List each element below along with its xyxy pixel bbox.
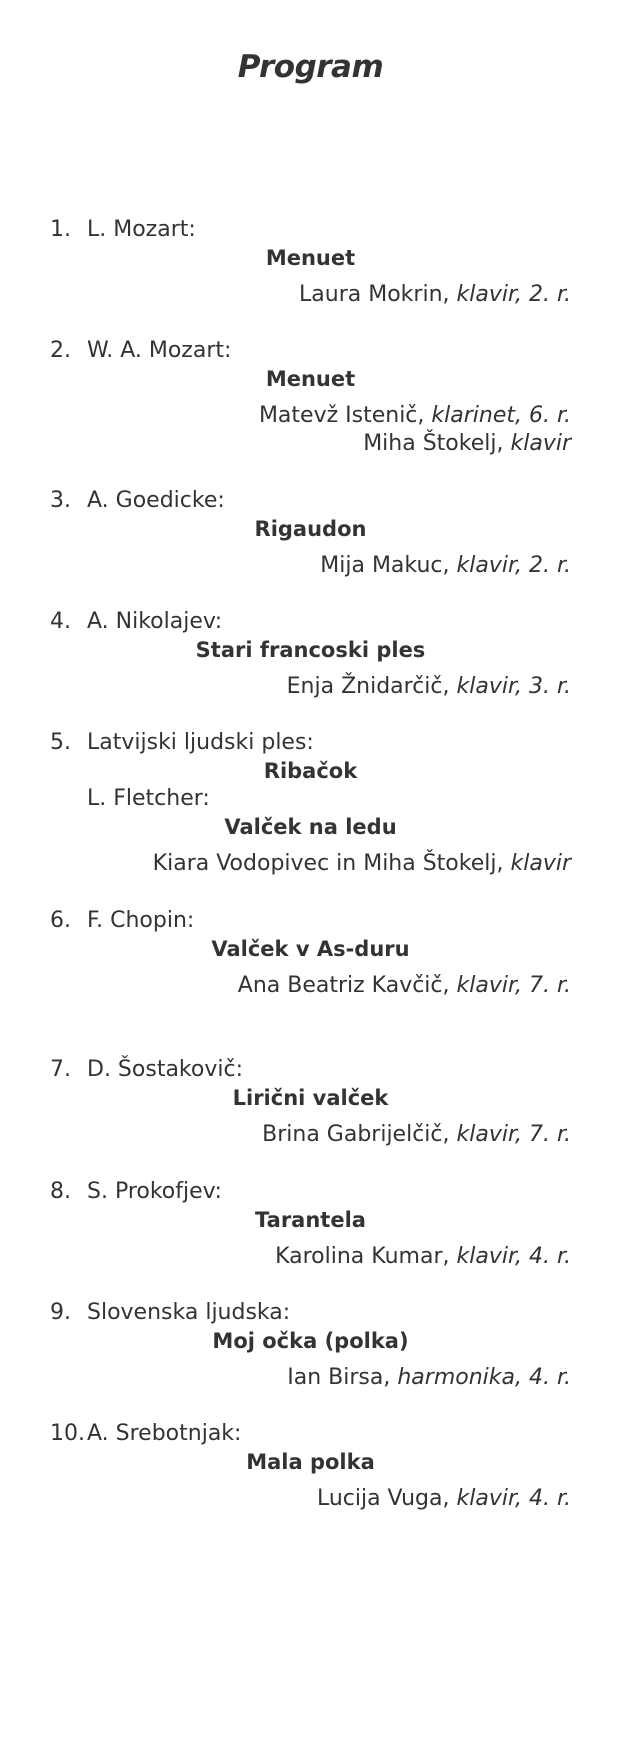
page-title: Program xyxy=(237,49,384,85)
work-title: Mala polka xyxy=(246,1450,375,1474)
item-number: 8. xyxy=(50,1179,71,1204)
performer-name: Enja Žnidarčič, xyxy=(286,674,450,699)
performer xyxy=(317,1485,571,1513)
performer-name: Ana Beatriz Kavčič, xyxy=(237,973,450,998)
composer: A. Srebotnjak: xyxy=(87,1421,242,1446)
performer xyxy=(287,673,571,701)
work-title: Lirični valček xyxy=(232,1086,389,1110)
work-title: Menuet xyxy=(265,367,356,391)
performer xyxy=(238,972,571,1000)
performer-role: klavir, 2. r. xyxy=(456,282,571,307)
performer-name: Miha Štokelj, xyxy=(363,431,504,456)
item-number: 2. xyxy=(50,338,71,363)
performer-name: Matevž Istenič, xyxy=(258,403,425,428)
performer-name: Ian Birsa, xyxy=(287,1365,391,1390)
performer xyxy=(259,402,571,430)
performer-role: klavir, 3. r. xyxy=(456,674,571,699)
performer-role: klarinet, 6. r. xyxy=(431,403,571,428)
performer-name: Mija Makuc, xyxy=(320,553,450,578)
performer xyxy=(287,1364,571,1392)
work-title: Moj očka (polka) xyxy=(212,1329,409,1353)
composer: W. A. Mozart: xyxy=(87,338,232,363)
work-title: Valček na ledu xyxy=(224,815,397,839)
performer xyxy=(363,430,571,458)
work-title: Valček v As-duru xyxy=(211,937,410,961)
work-title: Menuet xyxy=(265,246,356,270)
item-number: 3. xyxy=(50,488,71,513)
performer-role: harmonika, 4. r. xyxy=(397,1365,571,1390)
performer-role: klavir, 2. r. xyxy=(456,553,571,578)
performer xyxy=(153,850,571,878)
performer-role: klavir, 4. r. xyxy=(456,1486,571,1511)
item-number: 7. xyxy=(50,1057,71,1082)
composer: A. Nikolajev: xyxy=(87,609,223,634)
composer: L. Mozart: xyxy=(87,217,196,242)
performer-role: klavir, 4. r. xyxy=(456,1244,571,1269)
performer-role: klavir xyxy=(510,851,571,876)
performer-role: klavir, 7. r. xyxy=(456,1122,571,1147)
item-number: 9. xyxy=(50,1300,71,1325)
performer xyxy=(320,552,571,580)
item-number: 6. xyxy=(50,908,71,933)
performer-name: Laura Mokrin, xyxy=(299,282,450,307)
performer-role: klavir, 7. r. xyxy=(456,973,571,998)
composer: Slovenska ljudska: xyxy=(87,1300,291,1325)
performer xyxy=(262,1121,571,1149)
composer: S. Prokofjev: xyxy=(87,1179,222,1204)
work-title: Stari francoski ples xyxy=(195,638,426,662)
work-title: Ribačok xyxy=(263,759,358,783)
work-title: Tarantela xyxy=(255,1208,366,1232)
item-number: 10. xyxy=(50,1421,85,1446)
performer-name: Brina Gabrijelčič, xyxy=(262,1122,450,1147)
performer-role: klavir xyxy=(510,431,571,456)
performer xyxy=(299,281,571,309)
item-number: 1. xyxy=(50,217,71,242)
composer: A. Goedicke: xyxy=(87,488,225,513)
item-number: 5. xyxy=(50,730,71,755)
composer: L. Fletcher: xyxy=(87,786,210,811)
composer: D. Šostakovič: xyxy=(87,1057,243,1082)
performer-name: Karolina Kumar, xyxy=(275,1244,450,1269)
work-title: Rigaudon xyxy=(254,517,367,541)
composer: Latvijski ljudski ples: xyxy=(87,730,314,755)
composer: F. Chopin: xyxy=(87,908,195,933)
item-number: 4. xyxy=(50,609,71,634)
performer xyxy=(275,1243,571,1271)
performer-name: Lucija Vuga, xyxy=(316,1486,450,1511)
performer-name: Kiara Vodopivec in Miha Štokelj, xyxy=(152,851,504,876)
